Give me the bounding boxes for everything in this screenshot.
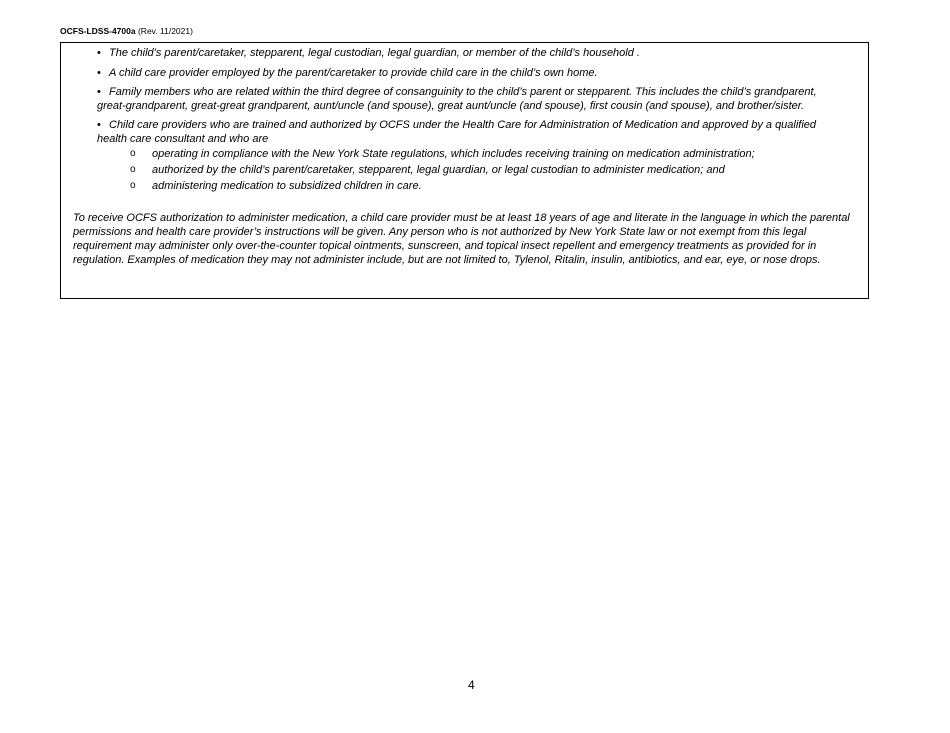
list-item-in-home-provider	[97, 67, 847, 81]
form-header	[60, 26, 193, 36]
list-item-family-members	[97, 86, 847, 113]
circle-bullet-icon: o	[130, 148, 136, 159]
circle-bullet-icon: o	[130, 164, 136, 175]
sub-item-text: operating in compliance with the New York State regulations, which includes receiving training on medication administration;	[152, 148, 755, 160]
list-item-text: The child’s parent/caretaker, stepparent, legal custodian, legal guardian, or member of the child’s household .	[109, 47, 640, 59]
list-item-trained-providers	[97, 119, 847, 194]
list-item-text: A child care provider employed by the parent/caretaker to provide child care in the child’s own home.	[109, 66, 598, 79]
list-item-text: Child care providers who are trained and authorized by OCFS under the Health Care for Administration of Medication and approved by a qualified health care consultant and who are	[97, 119, 817, 145]
circle-bullet-icon: o	[130, 180, 136, 191]
provider-conditions-list	[97, 146, 847, 194]
page-number: 4	[468, 678, 475, 692]
list-item-text: Family members who are related within the third degree of consanguinity to the child’s parent or stepparent. This includes the child’s grandparent, great-grandparent, great-great grandparent, aunt/uncle (and spouse), great aunt/uncle (and spouse), first cousin (and spouse), and brother/sister.	[97, 86, 817, 112]
bullet-icon: •	[97, 119, 101, 131]
form-id: OCFS-LDSS-4700a	[60, 26, 136, 36]
sub-item-compliance	[130, 146, 847, 162]
content-box	[60, 42, 869, 299]
sub-item-text: administering medication to subsidized children in care.	[152, 180, 422, 192]
authorization-paragraph: To receive OCFS authorization to administer medication, a child care provider must be at least 18 years of age and literate in the language in which the parental permissions and health care provider’s instructions will be given. Any person who is not authorized by New York State law or not exempt from this legal requirement may administer only over-the-counter topical ointments, sunscreen, and topical insect repellent and emergency treatments as provided for in regulation. Examples of medication they may not administer include, but are not limited to, Tylenol, Ritalin, insulin, antibiotics, and ear, eye, or nose drops.	[73, 212, 850, 266]
sub-item-text: authorized by the child’s parent/caretaker, stepparent, legal guardian, or legal custodian to administer medication; and	[152, 164, 725, 176]
list-item-household	[97, 47, 847, 61]
bullet-icon: •	[97, 66, 101, 79]
bullet-icon: •	[97, 47, 101, 59]
sub-item-authorized	[130, 162, 847, 178]
authorized-persons-list	[97, 47, 847, 200]
form-revision: (Rev. 11/2021)	[137, 26, 193, 36]
sub-item-subsidized	[130, 178, 847, 194]
bullet-icon: •	[97, 86, 101, 98]
